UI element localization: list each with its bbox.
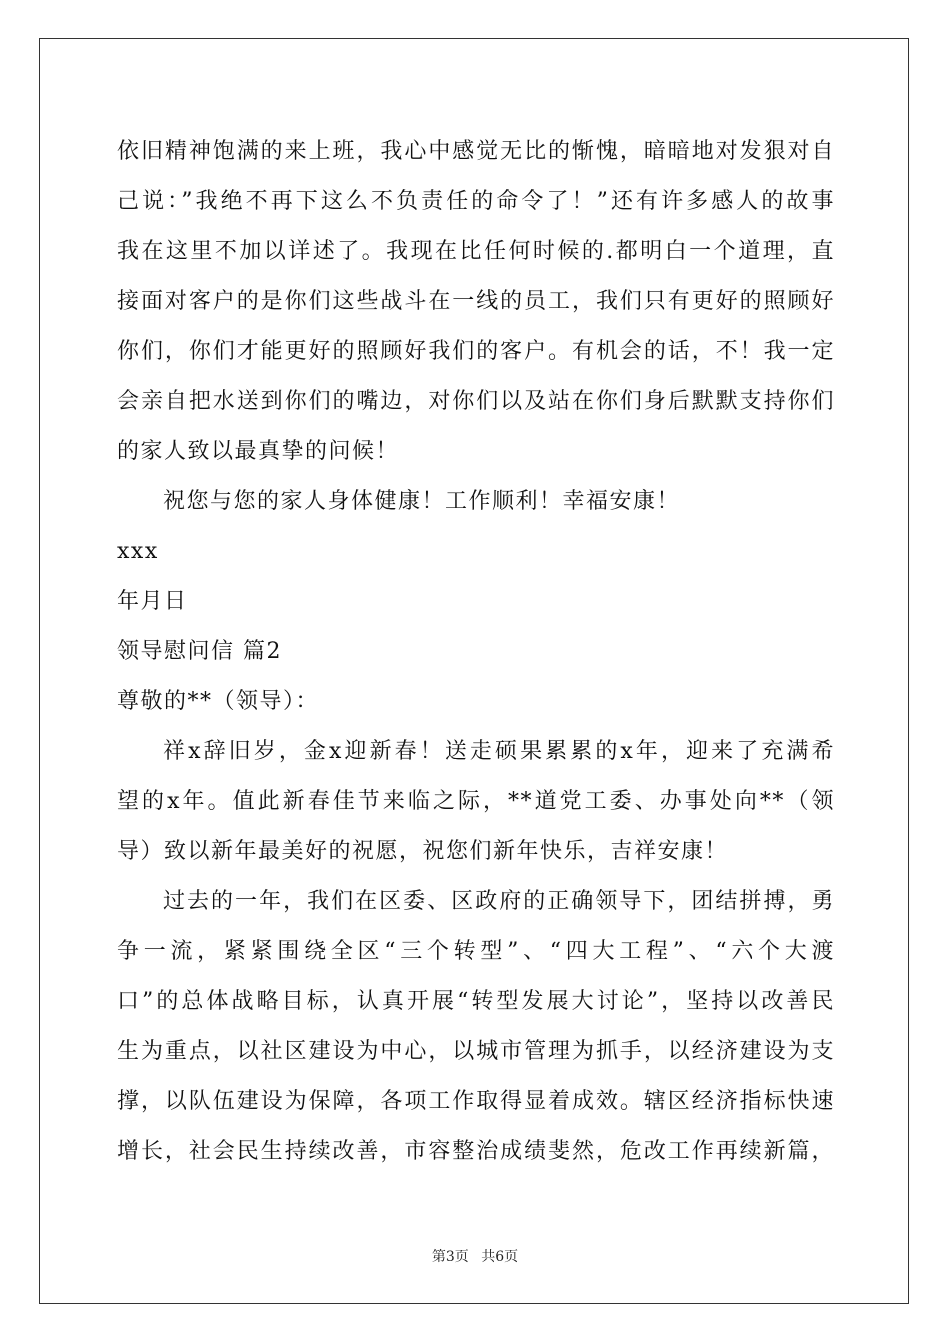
body-line: 争一流，紧紧围绕全区“三个转型”、“四大工程”、“六个大渡 — [117, 939, 835, 964]
body-line: 己说：”我绝不再下这么不负责任的命令了！”还有许多感人的故事 — [117, 189, 835, 214]
section-heading: 领导慰问信 篇2 — [117, 639, 282, 664]
date-line: 年月日 — [117, 589, 188, 614]
body-line: 接面对客户的是你们这些战斗在一线的员工，我们只有更好的照顾好 — [117, 289, 835, 314]
body-line: 过去的一年，我们在区委、区政府的正确领导下，团结拼搏，勇 — [163, 889, 835, 914]
body-line: 的家人致以最真挚的问候！ — [117, 439, 400, 464]
body-line: 口”的总体战略目标，认真开展“转型发展大讨论”，坚持以改善民 — [117, 989, 835, 1014]
body-line: 生为重点，以社区建设为中心，以城市管理为抓手，以经济建设为支 — [117, 1039, 835, 1064]
body-line: 我在这里不加以详述了。我现在比任何时候的.都明白一个道理，直 — [117, 239, 835, 264]
body-line: 会亲自把水送到你们的嘴边，对你们以及站在你们身后默默支持你们 — [117, 389, 835, 414]
page-total: 共6页 — [481, 1249, 519, 1265]
body-line: 望的x年。值此新春佳节来临之际，**道党工委、办事处向**（领 — [117, 789, 835, 814]
body-line: 祝您与您的家人身体健康！工作顺利！幸福安康！ — [163, 489, 681, 514]
body-line: 你们，你们才能更好的照顾好我们的客户。有机会的话，不！我一定 — [117, 339, 835, 364]
signature: xxx — [117, 539, 159, 564]
body-line: 撑，以队伍建设为保障，各项工作取得显着成效。辖区经济指标快速 — [117, 1089, 835, 1114]
page-footer — [0, 1246, 950, 1266]
salutation: 尊敬的**（领导）： — [117, 689, 320, 714]
body-line: 依旧精神饱满的来上班，我心中感觉无比的惭愧，暗暗地对发狠对自 — [117, 139, 835, 164]
page-number: 第3页 — [431, 1249, 469, 1265]
body-line: 导）致以新年最美好的祝愿，祝您们新年快乐，吉祥安康！ — [117, 839, 729, 864]
document-body — [117, 127, 835, 1177]
body-line: 增长，社会民生持续改善，市容整治成绩斐然，危改工作再续新篇， — [117, 1139, 835, 1164]
body-line: 祥x辞旧岁，金x迎新春！送走硕果累累的x年，迎来了充满希 — [163, 739, 835, 764]
